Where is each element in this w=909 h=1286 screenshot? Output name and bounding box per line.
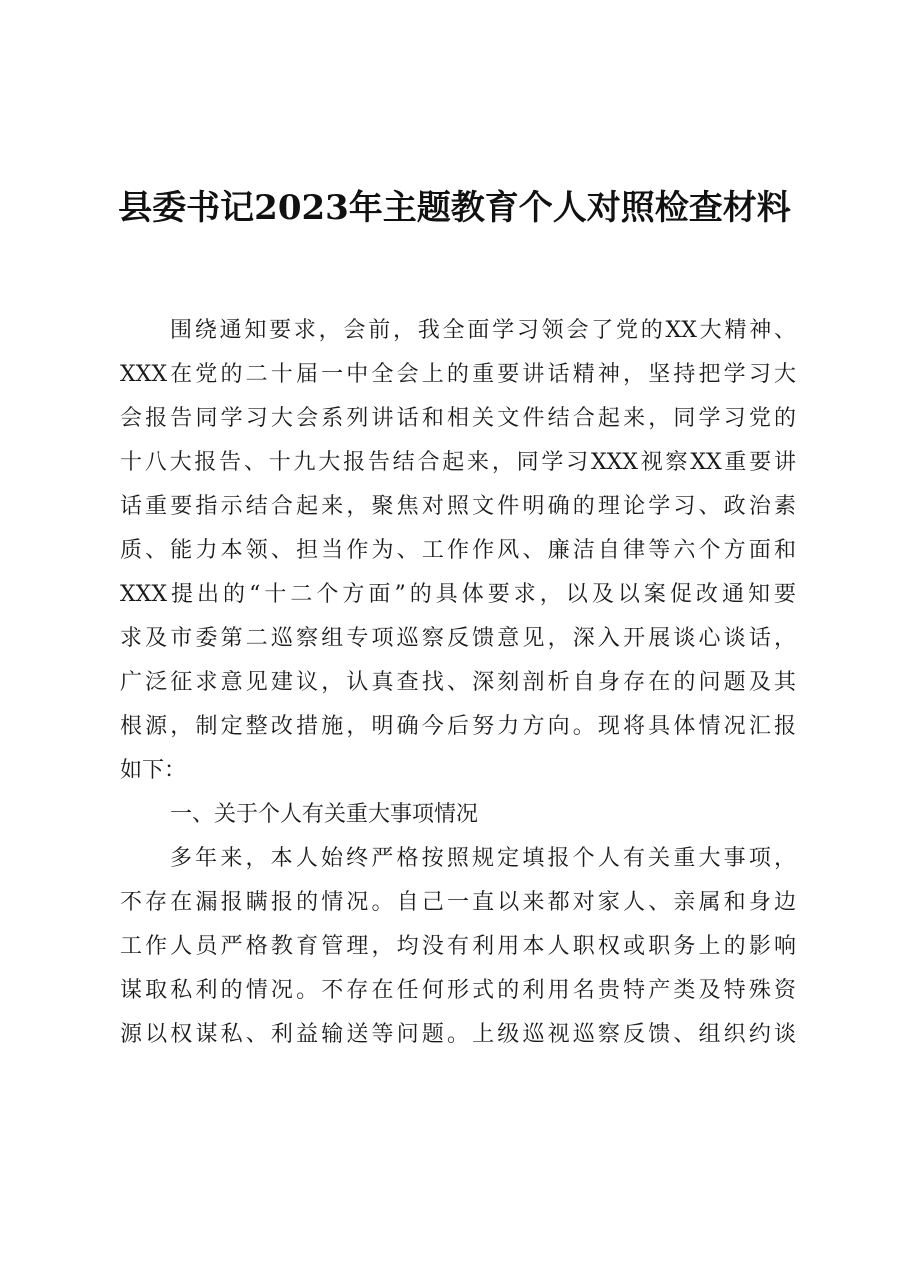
text-line: 广泛征求意见建议，认真查找、深刻剖析自身存在的问题及其 bbox=[120, 670, 796, 695]
text-line: 十八大报告、十九大报告结合起来，同学习XXX视察XX重要讲 bbox=[120, 450, 796, 475]
document-body bbox=[120, 309, 796, 1057]
text-line: 如下： bbox=[120, 758, 187, 783]
text-line: 不存在漏报瞒报的情况。自己一直以来都对家人、亲属和身边 bbox=[120, 890, 796, 915]
text-line: 多年来，本人始终严格按照规定填报个人有关重大事项， bbox=[170, 846, 796, 871]
document-title: 县委书记2023年主题教育个人对照检查材料 bbox=[118, 188, 791, 228]
text-line: 话重要指示结合起来，聚焦对照文件明确的理论学习、政治素 bbox=[120, 494, 796, 519]
text-line: 根源，制定整改措施，明确今后努力方向。现将具体情况汇报 bbox=[120, 714, 796, 739]
text-line: 谋取私利的情况。不存在任何形式的利用名贵特产类及特殊资 bbox=[120, 978, 796, 1003]
paragraph-section-1 bbox=[120, 837, 796, 1057]
text-line: 会报告同学习大会系列讲话和相关文件结合起来，同学习党的 bbox=[120, 406, 796, 431]
section-heading: 一、关于个人有关重大事项情况 bbox=[170, 802, 479, 827]
paragraph-intro bbox=[120, 309, 796, 793]
text-line: 工作人员严格教育管理，均没有利用本人职权或职务上的影响 bbox=[120, 934, 796, 959]
text-line: XXX提出的“十二个方面”的具体要求，以及以案促改通知要 bbox=[120, 582, 796, 607]
text-line: 源以权谋私、利益输送等问题。上级巡视巡察反馈、组织约谈 bbox=[120, 1022, 796, 1047]
text-line: 求及市委第二巡察组专项巡察反馈意见，深入开展谈心谈话， bbox=[120, 626, 796, 651]
text-line: 质、能力本领、担当作为、工作作风、廉洁自律等六个方面和 bbox=[120, 538, 796, 563]
text-line: XXX在党的二十届一中全会上的重要讲话精神，坚持把学习大 bbox=[120, 362, 796, 387]
text-line: 围绕通知要求，会前，我全面学习领会了党的XX大精神、 bbox=[170, 318, 796, 343]
